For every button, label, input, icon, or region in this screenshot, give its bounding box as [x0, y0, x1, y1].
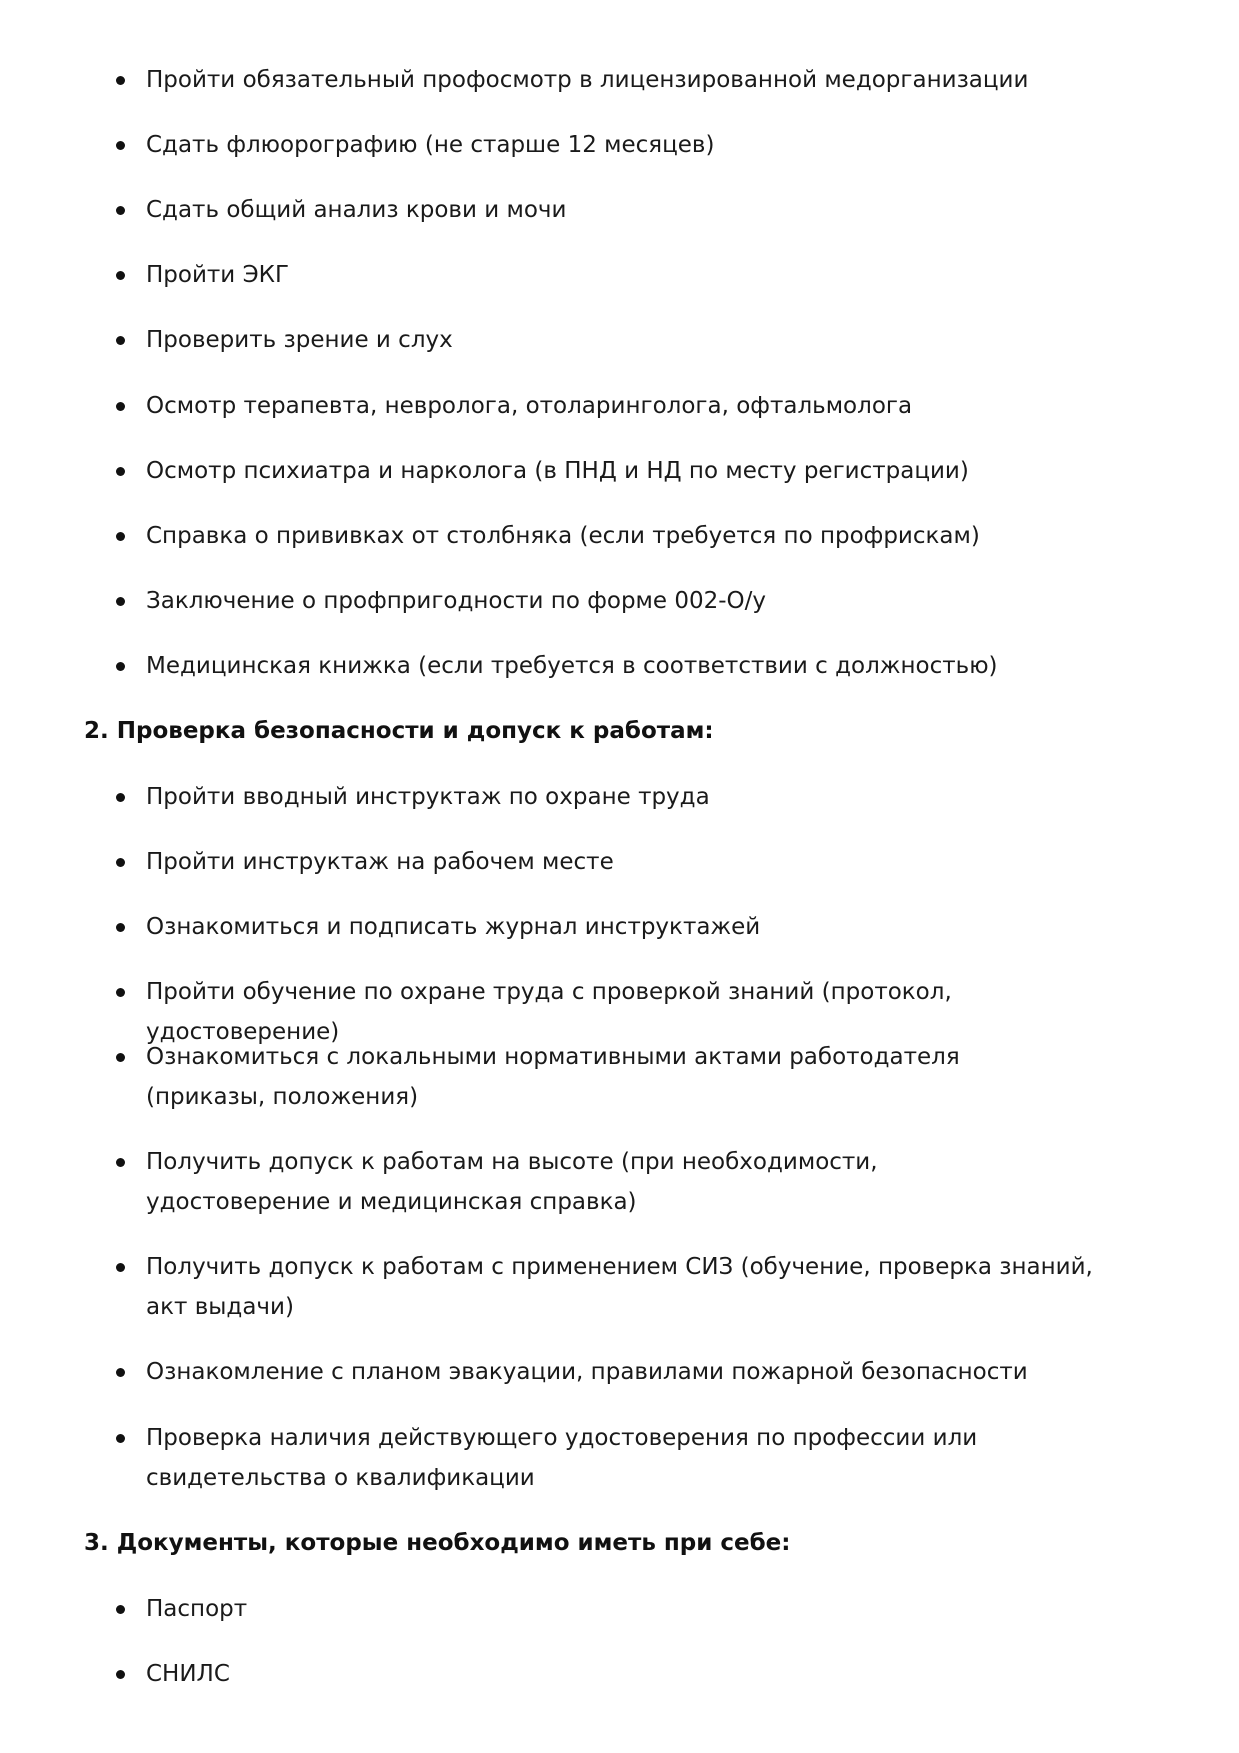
bullet-icon — [116, 1605, 125, 1614]
bullet-icon — [116, 1368, 125, 1377]
list-item: Ознакомиться с локальными нормативными актами работодателя (приказы, положения) — [146, 1044, 960, 1110]
list-item: Получить допуск к работам на высоте (при необходимости, удостоверение и медицинская справка) — [146, 1149, 878, 1215]
list-item: Получить допуск к работам с применением СИЗ (обучение, проверка знаний, акт выдачи) — [146, 1254, 1093, 1320]
bullet-icon — [116, 532, 125, 541]
list-item: Паспорт — [146, 1596, 248, 1622]
bullet-icon — [116, 1670, 125, 1679]
list-item: Пройти обучение по охране труда с проверкой знаний (протокол, удостоверение) — [146, 979, 952, 1045]
bullet-icon — [116, 1053, 125, 1062]
bullet-icon — [116, 597, 125, 606]
bullet-icon — [116, 858, 125, 867]
list-item: Пройти инструктаж на рабочем месте — [146, 849, 614, 875]
bullet-icon — [116, 206, 125, 215]
list-item: Заключение о профпригодности по форме 002-О/у — [146, 588, 767, 614]
list-item: Пройти вводный инструктаж по охране труда — [146, 784, 710, 810]
list-item: Пройти ЭКГ — [146, 262, 289, 288]
list-item: Ознакомиться и подписать журнал инструктажей — [146, 914, 761, 940]
bullet-icon — [116, 402, 125, 411]
bullet-icon — [116, 467, 125, 476]
bullet-icon — [116, 141, 125, 150]
list-item: Медицинская книжка (если требуется в соответствии с должностью) — [146, 653, 998, 679]
list-item: Проверка наличия действующего удостоверения по профессии или свидетельства о квалификации — [146, 1425, 978, 1491]
list-item: Сдать флюорографию (не старше 12 месяцев) — [146, 132, 715, 158]
bullet-icon — [116, 271, 125, 280]
list-item: Справка о прививках от столбняка (если требуется по профрискам) — [146, 523, 980, 549]
section-2-heading: 2. Проверка безопасности и допуск к работам: — [84, 718, 714, 744]
list-item: Осмотр терапевта, невролога, отоларинголога, офтальмолога — [146, 393, 913, 419]
bullet-icon — [116, 336, 125, 345]
bullet-icon — [116, 76, 125, 85]
list-item: Проверить зрение и слух — [146, 327, 453, 353]
list-item: Ознакомление с планом эвакуации, правилами пожарной безопасности — [146, 1359, 1028, 1385]
list-item: Сдать общий анализ крови и мочи — [146, 197, 567, 223]
bullet-icon — [116, 1158, 125, 1167]
bullet-icon — [116, 793, 125, 802]
list-item: Пройти обязательный профосмотр в лицензированной медорганизации — [146, 67, 1029, 93]
bullet-icon — [116, 988, 125, 997]
list-item: Осмотр психиатра и нарколога (в ПНД и НД по месту регистрации) — [146, 458, 969, 484]
bullet-icon — [116, 923, 125, 932]
section-3-heading: 3. Документы, которые необходимо иметь при себе: — [84, 1530, 791, 1556]
list-item: СНИЛС — [146, 1661, 230, 1687]
bullet-icon — [116, 1263, 125, 1272]
bullet-icon — [116, 1434, 125, 1443]
bullet-icon — [116, 662, 125, 671]
